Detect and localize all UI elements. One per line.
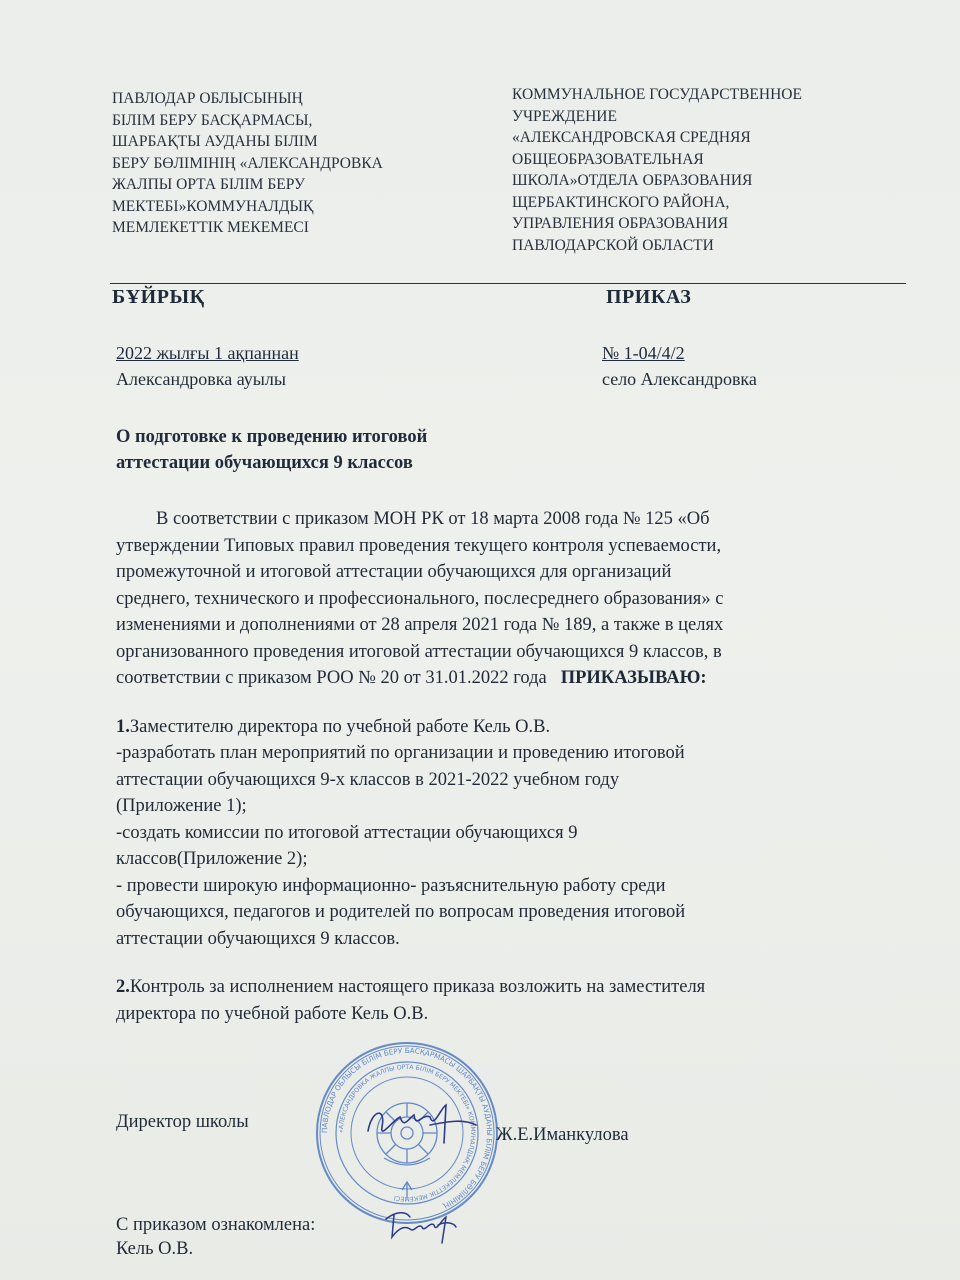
item-1-line: - провести широкую информационно- разъяснительную работу среди [116,875,666,896]
item-1-line: аттестации обучающихся 9 классов. [116,928,400,949]
acknowledgement-name: Кель О.В. [116,1239,194,1259]
header-left-line: МЕМЛЕКЕТТІК МЕКЕМЕСІ [112,219,309,236]
place-kazakh: Александровка ауылы [116,369,286,389]
header-right-line: ОБЩЕОБРАЗОВАТЕЛЬНАЯ [512,150,704,168]
item-1-line: аттестации обучающихся 9-х классов в 2021-2022 учебном году [116,769,620,790]
header-right-line: ПАВЛОДАРСКОЙ ОБЛАСТИ [512,236,714,254]
spacer [116,952,906,974]
header-left-line: БЕРУ БӨЛІМІНІҢ «АЛЕКСАНДРОВКА [112,154,383,172]
item-1-line: обучающихся, педагогов и родителей по вопросам проведения итоговой [116,902,686,922]
director-signature-icon [360,1095,480,1155]
order-body [116,506,906,1027]
header-kazakh-org [112,88,472,239]
subject-line: О подготовке к проведению итоговой [116,427,428,447]
preamble-line: утверждении Типовых правил проведения текущего контроля успеваемости, [116,535,722,556]
preamble-line: В соответствии с приказом МОН РК от 18 марта 2008 года № 125 «Об [156,509,710,529]
preamble-line: организованного проведения итоговой аттестации обучающихся 9 классов, в [116,641,722,662]
header-right-line: УЧРЕЖДЕНИЕ [512,107,617,125]
header-divider [110,283,906,284]
acknowledgement-label: С приказом ознакомлена: [116,1215,316,1235]
item-1-line: классов(Приложение 2); [116,849,308,869]
order-word: ПРИКАЗЫВАЮ: [560,668,707,688]
title-russian: ПРИКАЗ [606,286,692,308]
header-left-line: ШАРБАҚТЫ АУДАНЫ БІЛІМ [112,133,318,150]
item-2-first-line [116,974,906,1001]
item-2-number: 2. [116,977,130,997]
director-position: Директор школы [116,1112,249,1132]
header-russian-org [512,84,902,256]
preamble-last-line [116,665,906,692]
preamble-line: соответствии с приказом РОО № 20 от 31.01.2022 года [116,668,547,688]
place-russian: село Александровка [602,369,757,389]
preamble-line: изменениями и дополнениями от 28 апреля 2021 года № 189, а также в целях [116,615,724,635]
order-date: 2022 жылғы 1 ақпаннан [116,343,299,363]
spacer [116,692,906,714]
item-1-line: -разработать план мероприятий по организации и проведению итоговой [116,743,685,763]
header-right-line: ЩЕРБАКТИНСКОГО РАЙОНА, [512,193,730,211]
header-left-line: ПАВЛОДАР ОБЛЫСЫНЫҢ [112,90,303,107]
acknowledgement [116,1213,315,1261]
item-1-first-line [116,714,906,741]
item-1-line: -создать комиссии по итоговой аттестации обучающихся 9 [116,822,578,843]
subject-line: аттестации обучающихся 9 классов [116,453,413,473]
seal-outer-text: ПАВЛОДАР ОБЛЫСЫ БІЛІМ БЕРУ БАСҚАРМАСЫ ШАРБАҚТЫ АУДАНЫ БІЛІМ БЕРУ БӨЛІМІНІҢ [319,1045,495,1211]
preamble-line: среднего, технического и профессионального, послесреднего образования» с [116,588,724,609]
preamble-line: промежуточной и итоговой аттестации обучающихся для организаций [116,562,672,582]
item-1-number: 1. [116,716,130,737]
item-2-line: Контроль за исполнением настоящего приказа возложить на заместителя [129,977,706,997]
header-right-line: ШКОЛА»ОТДЕЛА ОБРАЗОВАНИЯ [512,172,753,189]
item-1-line: Заместителю директора по учебной работе Кель О.В. [129,716,551,737]
seal-inner-text: «АЛЕКСАНДРОВКА ЖАЛПЫ ОРТА БІЛІМ БЕРУ МЕКТЕБІ» КОММУНАЛДЫҚ МЕМЛЕКЕТТІК МЕКЕМЕСІ [337,1063,477,1203]
header-right-line: УПРАВЛЕНИЯ ОБРАЗОВАНИЯ [512,215,729,232]
order-subject [116,424,427,476]
header-right-line: КОММУНАЛЬНОЕ ГОСУДАРСТВЕННОЕ [512,86,802,103]
director-name: Ж.Е.Иманкулова [496,1125,629,1145]
header-left-line: ЖАЛПЫ ОРТА БІЛІМ БЕРУ [112,176,305,193]
title-kazakh: БҰЙРЫҚ [112,286,205,308]
deputy-signature-icon [380,1203,460,1248]
header-right-line: «АЛЕКСАНДРОВСКАЯ СРЕДНЯЯ [512,129,751,146]
order-number: № 1-04/4/2 [602,343,685,363]
header-left-line: МЕКТЕБІ»КОММУНАЛДЫҚ [112,197,314,215]
item-1-line: (Приложение 1); [116,796,247,816]
header-left-line: БІЛІМ БЕРУ БАСҚАРМАСЫ, [112,111,313,129]
item-2-line: директора по учебной работе Кель О.В. [116,1003,429,1024]
